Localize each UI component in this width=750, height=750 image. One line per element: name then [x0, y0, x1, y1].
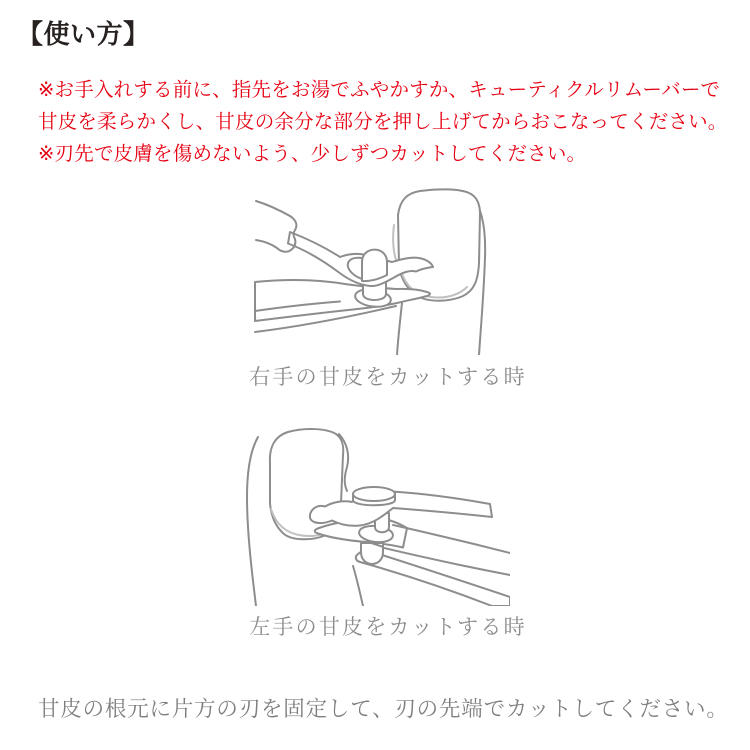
figure-right-hand — [250, 185, 510, 355]
warning-line-3: ※刃先で皮膚を傷めないよう、少しずつカットしてください。 — [38, 143, 587, 165]
nipper-lower-jaw — [255, 280, 430, 321]
figure-left-hand — [240, 421, 510, 606]
nipper-lower-arm-line — [393, 525, 510, 553]
warning-line-2: 甘皮を柔らかくし、甘皮の余分な部分を押し上げてからおこなってください。 — [38, 111, 728, 133]
figure-caption-left-hand: 左手の甘皮をカットする時 — [249, 616, 527, 639]
finger-outline — [353, 566, 363, 606]
pivot-pin-head — [362, 250, 387, 281]
warning-line-1: ※お手入れする前に、指先をお湯でふやかすか、キューティクルリムーバーで — [38, 79, 721, 101]
figure-caption-right-hand: 右手の甘皮をカットする時 — [249, 366, 527, 389]
pivot-screw-head — [353, 487, 395, 501]
usage-note: 甘皮の根元に片方の刃を固定して、刃の先端でカットしてください。 — [38, 697, 729, 721]
cuticle-nipper-right-hand-illustration — [250, 185, 510, 355]
section-title: 【使い方】 — [17, 19, 150, 49]
fingernail — [398, 189, 480, 300]
finger-outline — [397, 303, 402, 355]
finger-outline — [247, 437, 258, 606]
warning-text — [38, 74, 728, 170]
cuticle-nipper-left-hand-illustration — [240, 421, 510, 606]
fingernail — [270, 429, 343, 539]
